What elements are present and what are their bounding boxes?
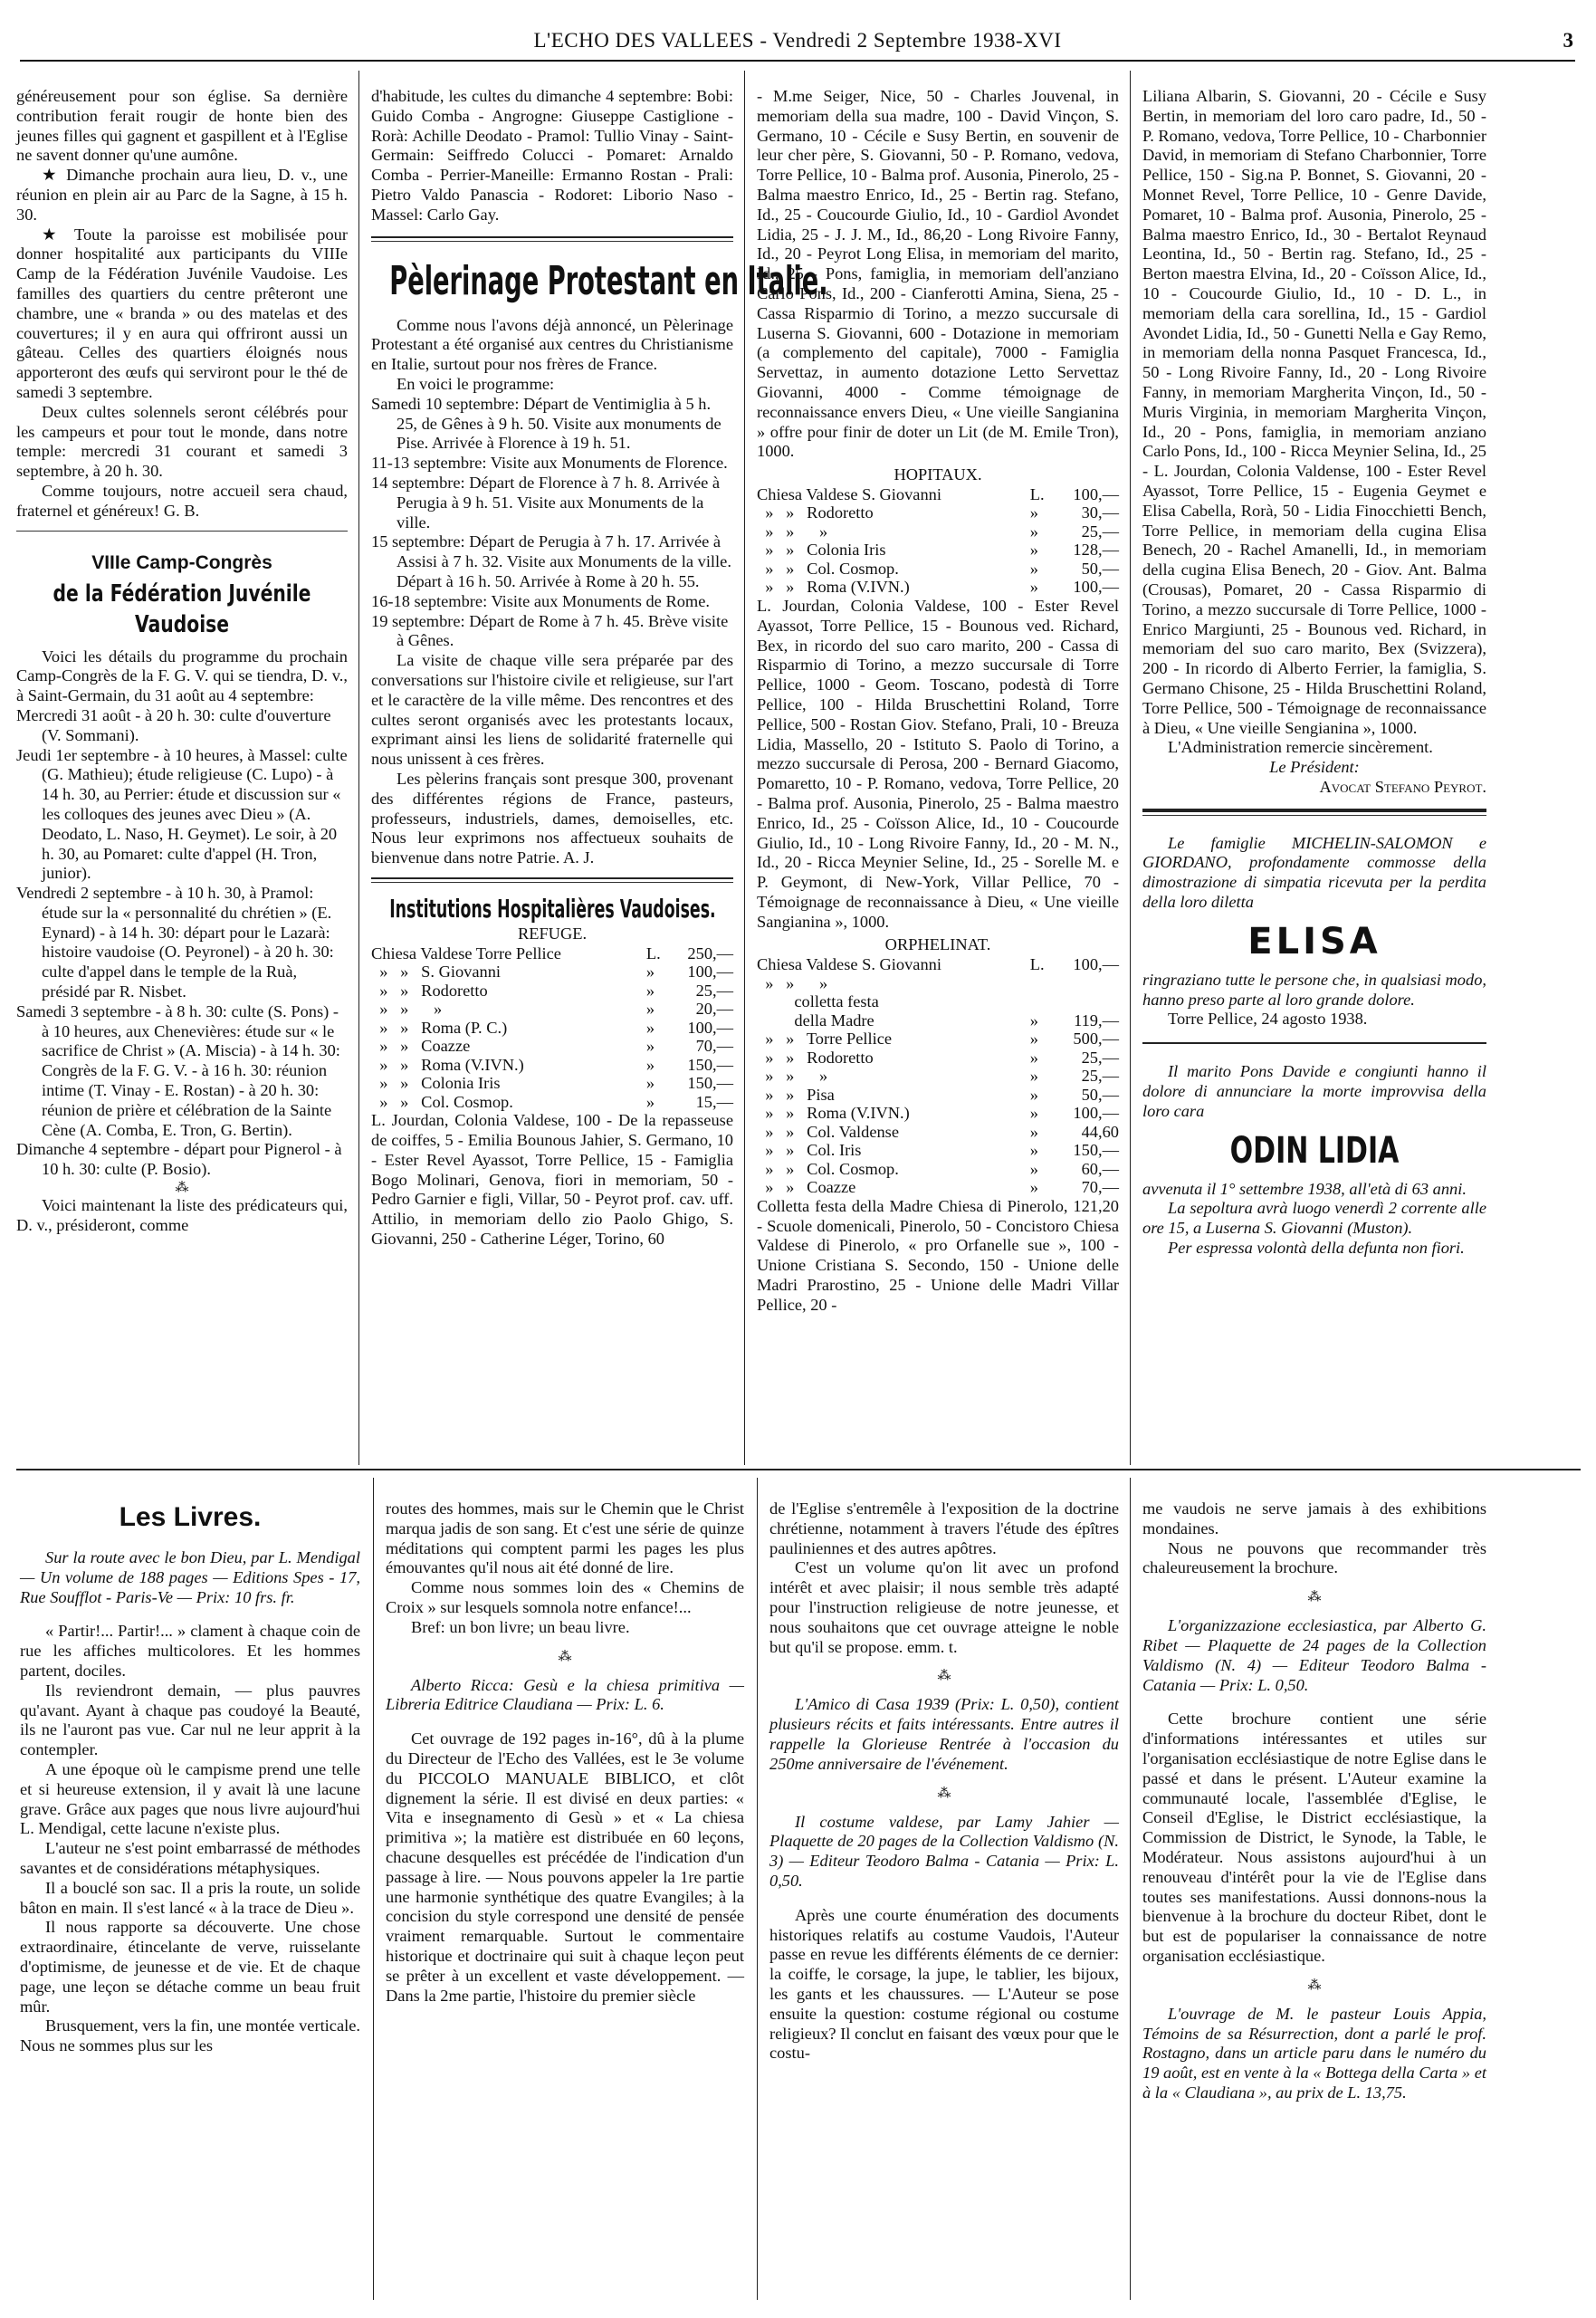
paragraph: ★ Toute la paroisse est mobilisée pour donner hospitalité aux participants du VIIIe Camp de la Fédération Juvénile Vaudoise. Les familles des quartiers du centre prêteront une chambre, une « branda » ou des matelas et des couvertures; il y en aura qui offriront aussi un gâteau. Celles des quartiers éloignés nous apporteront des œufs qui serviront pour le thé de samedi 3 septembre. — [16, 225, 348, 401]
paragraph: Il a bouclé son sac. Il a pris la route, un solide bâton en main. Il s'est lancé « à la trace de Dieu ». — [20, 1878, 360, 1917]
orphanage-heading: ORPHELINAT. — [884, 935, 991, 954]
ornament: ⁂ — [558, 1649, 572, 1664]
refuge-heading: REFUGE. — [517, 924, 588, 943]
column-rule — [757, 1478, 758, 2300]
paragraph: L. Jourdan, Colonia Valdese, 100 - De la repasseuse de coiffes, 5 - Emilia Bounous Jahier, S. Germano, 10 - Ester Revel Ayassot, Torre Pellice, 15 - Famiglia Bogo Molinari, Genova, fiori in memoriam, 50 - Pedro Garnier e figli, Villar, 50 - Peyrot prof. cav. uff. Attilio, in memoriam dello zio Paolo Ghigo, S. Giovanni, 250 - Catherine Léger, Torino, 60 — [371, 1111, 733, 1248]
page-number: 3 — [1563, 29, 1573, 52]
masthead-rule — [20, 60, 1575, 62]
program-item: Jeudi 1er septembre - à 10 heures, à Massel: culte (G. Mathieu); étude religieuse (C. Lupo) - à 14 h. 30, au Perrier: étude et discussion sur « les colloques des jeunes avec Dieu » (A. Deodato, L. Naso, H. Geymet). Le soir, à 20 h. 30, au Pomaret: culte d'appel (H. Tron, junior). — [16, 745, 348, 883]
orphanage-table — [757, 955, 1119, 1197]
announcement-place: Torre Pellice, 24 agosto 1938. — [1168, 1010, 1368, 1029]
itinerary-item: 15 septembre: Départ de Perugia à 7 h. 17. Arrivée à Assisi à 7 h. 32. Visite aux Monuments de la ville. Départ à 16 h. 50. Arrivée à Rome à 20 h. 55. — [371, 532, 731, 590]
section-rule — [16, 1469, 1581, 1470]
table-row: » » Col. Cosmop. » 15,— — [371, 1092, 733, 1111]
hospitals-heading: HOPITAUX. — [894, 465, 982, 484]
paragraph: routes des hommes, mais sur le Chemin que le Christ marqua jadis de son sang. Et c'est une série de quinze méditations qui comptent parmi les pages les plus émouvantes qu'il nous ait été donné de lire. — [386, 1499, 744, 1577]
divider — [1142, 809, 1486, 812]
table-row: » » » » 20,— — [371, 1000, 733, 1019]
paragraph: Brusquement, vers la fin, une montée verticale. Nous ne sommes plus sur les — [20, 2016, 360, 2055]
book-reference: Il costume valdese, par Lamy Jahier — Plaquette de 20 pages de la Collection Valdismo (N. 3) — Editeur Teodoro Balma - Catania — Prix: L. 0,50. — [769, 1812, 1119, 1890]
book-reference: Alberto Ricca: Gesù e la chiesa primitiva — Libreria Editrice Claudiana — Prix: L. 6. — [386, 1675, 744, 1714]
divider — [1142, 815, 1486, 816]
paragraph: L'Administration remercie sincèrement. — [1168, 738, 1433, 757]
pilgrimage-heading: Pèlerinage Protestant en Italie. — [389, 257, 828, 304]
divider — [371, 877, 733, 879]
paragraph: « Partir!... Partir!... » clament à chaque coin de rue les affiches multicolores. Et les hommes partent, dociles. — [20, 1622, 360, 1680]
table-row: » » Coazze » 70,— — [371, 1037, 733, 1056]
table-row: » » Torre Pellice » 500,— — [757, 1030, 1119, 1049]
announcement-name: ODIN LIDIA — [1229, 1129, 1400, 1172]
divider — [371, 241, 733, 242]
table-row: » » Roma (P. C.) » 100,— — [371, 1018, 733, 1037]
program-item: Mercredi 31 août - à 20 h. 30: culte d'ouverture (V. Sommani). — [16, 705, 331, 744]
paragraph: Ils reviendront demain, — plus pauvres qu'avant. Ayant à chaque pas coudoyé la Beauté, ils ne l'auront pas vue. Car nul ne leur apprit à la contempler. — [20, 1681, 360, 1759]
masthead-bar — [20, 27, 1575, 60]
table-row: » » » » 25,— — [757, 1067, 1119, 1086]
paragraph: A une époque où le campisme prend une telle et si heureuse extension, il y avait là une lacune grave. Grâce aux pages que nous livre aujourd'hui L. Mendigal, cette lacune n'existe plus. — [20, 1759, 360, 1838]
signature-name: Avocat Stefano Peyrot. — [1319, 777, 1486, 796]
paragraph: Il nous rapporte sa découverte. Une chose extraordinaire, étincelante de verve, ruisselante d'optimisme, de jeunesse et de vie. Et de chaque page, une leçon se détache comme un beau fruit mûr. — [20, 1918, 360, 2016]
itinerary-item: 19 septembre: Départ de Rome à 7 h. 45. Brève visite à Gênes. — [371, 611, 729, 650]
table-row: della Madre » 119,— — [757, 1011, 1119, 1030]
paragraph: Comme nous l'avons déjà annoncé, un Pèlerinage Protestant a été organisé aux centres du Christianisme en Italie, surtout pour nos frères de France. — [371, 315, 733, 374]
announcement-text: La sepoltura avrà luogo venerdì 2 corrente alle ore 15, a Luserna S. Giovanni (Muston). — [1142, 1199, 1486, 1238]
paragraph: Colletta festa della Madre Chiesa di Pinerolo, 121,20 - Scuole domenicali, Pinerolo, 50 - Concistoro Chiesa Valdese di Pinerolo, « pro Orfanelle sue », 100 - Unione Cristiana S. Secondo, 150 - Unione delle Madri Prarostino, 25 - Unione delle Madri Villar Pellice, 20 - — [757, 1196, 1119, 1314]
books-column-1 — [20, 1485, 360, 2300]
paragraph: Bref: un bon livre; un beau livre. — [411, 1617, 630, 1636]
table-row: » » » » 25,— — [757, 522, 1119, 541]
refuge-table — [371, 944, 733, 1112]
column-1 — [16, 87, 348, 1463]
announcement-text: Il marito Pons Davide e congiunti hanno il dolore di annunciare la morte improvvisa della loro cara — [1142, 1062, 1486, 1120]
camp-heading: VIIIe Camp-Congrès — [91, 551, 272, 573]
institutions-heading: Institutions Hospitalières Vaudoises. — [389, 893, 716, 924]
column-rule — [1130, 1478, 1131, 2300]
ornament: ⁂ — [937, 1669, 951, 1684]
paragraph: d'habitude, les cultes du dimanche 4 septembre: Bobi: Guido Comba - Angrogne: Giuseppe Castiglione - Rorà: Achille Deodato - Pramol: Tullio Vinay - Saint-Germain: Seiffredo Colucci - Pomaret: Arnaldo Comba - Perrier-Maneille: Ermanno Rostan - Prali: Pietro Valdo Panascia - Rodoret: Liborio Naso - Massel: Carlo Gay. — [371, 87, 733, 224]
table-row: » » » — [757, 973, 828, 992]
announcement-text: Le famiglie MICHELIN-SALOMON e GIORDANO, profondamente commosse della dimostrazione di simpatia ricevuta per la perdita della loro diletta — [1142, 833, 1486, 912]
paragraph: Deux cultes solennels seront célébrés pour les campeurs et pour tout le monde, dans notre temple: mercredi 31 courant et samedi 3 septembre, à 20 h. 30. — [16, 402, 348, 481]
paragraph: Après une courte énumération des documents historiques relatifs au costume Vaudois, l'Auteur passe en revue les différents éléments de ce dernier: la coiffe, le corsage, la jupe, le tablier, les bijoux, les gants et les chaussures. — L'Auteur se pose ensuite la question: costume régional ou costume religieux? Il conclut en faisant des vœux pour que le costu- — [769, 1905, 1119, 2063]
paragraph: généreusement pour son église. Sa dernière contribution ferait rougir de honte bien des jeunes filles qui gagnent et gaspillent et à l'Eglise ne savent donner qu'une aumône. — [16, 87, 348, 165]
table-row: » » Col. Valdense » 44,60 — [757, 1122, 1119, 1141]
announcement-text: avvenuta il 1° settembre 1938, all'età di 63 anni. — [1142, 1179, 1467, 1198]
column-3 — [757, 87, 1119, 1463]
announcement-text: ringraziano tutte le persone che, in qualsiasi modo, hanno preso parte al loro grande dolore. — [1142, 970, 1486, 1009]
itinerary-item: 14 septembre: Départ de Florence à 7 h. 8. Arrivée à Perugia à 9 h. 51. Visite aux Monuments de la ville. — [371, 473, 721, 532]
table-row: » » Col. Iris » 150,— — [757, 1141, 1119, 1160]
paragraph: Cet ouvrage de 192 pages in-16°, dû à la plume du Directeur de l'Echo des Vallées, est le 3e volume du PICCOLO MANUALE BIBLICO, et clôt dignement la série. Il est divisé en deux parties: « Vita e insegnamento di Gesù » et « La chiesa primitiva »; la matière est distribuée en 60 leçons, chacune desquelles est précédée de l'indication d'un passage à lire. — Nous pouvons appeler la 1re partie une harmonie synthétique des quatre Evangiles; à la concision du style correspond une densité de pensée vraiment remarquable. Surtout le commentaire historique et doctrinaire qui suit à chaque leçon peut se prêter à un excellent et vaste développement. — Dans la 2me partie, l'histoire du premier siècle — [386, 1729, 744, 2005]
table-row: » » Rodoretto » 25,— — [757, 1048, 1119, 1067]
itinerary-item: 11-13 septembre: Visite aux Monuments de Florence. — [371, 454, 728, 473]
masthead-title: L'ECHO DES VALLEES - Vendredi 2 Septembre 1938-XVI — [533, 29, 1062, 52]
paragraph: L'ouvrage de M. le pasteur Louis Appia, Témoins de sa Résurrection, dont a parlé le prof. Rostagno, dans un article paru dans le numéro du 19 août, est en vente à la « Bottega della Carta » et à la « Claudiana », au prix de L. 13,75. — [1142, 2004, 1486, 2102]
paragraph: - M.me Seiger, Nice, 50 - Charles Jouvenal, in memoriam della sua madre, 100 - David Vinçon, S. Germano, 10 - Cécile e Susy Bertin, en souvenir de leur cher père, S. Giovanni, 50 - P. Romano, vedova, Torre Pellice, 10 - Balma prof. Ausonia, Pinerolo, 25 - Balma maestro Enrico, Id., 25 - Bertin rag. Stefano, Id., 25 - Coucourde Giulio, Id., 10 - Gardiol Avondet Lidia, 25 - J. J. M., Id., 86,20 - Long Rivoire Fanny, Id., 20 - Peyrot Long Elisa, in memoriam del marito, Id., 25 - Pons, famiglia, in memoriam dell'anziano Carlo Pons, Id., 200 - Cianferotti Amina, Siena, 25 - Cassa Risparmio di Torino, a mezzo succursale di Luserna S. Giovanni, 600 - Dotazione in memoriam (a complemento del capitale), 7000 - Famiglia Servettaz, in aumento dotazione Letto Servettaz Giovanni, 4000 - Comme témoignage de reconnaissance envers Dieu, « Une vieille Sangianina » offre pour finir de doter un Lit (de M. Emile Tron), 1000. — [757, 87, 1119, 461]
paragraph: L'auteur ne s'est point embarrassé de méthodes savantes et de considérations métaphysiques. — [20, 1839, 360, 1877]
table-row: » » Pisa » 50,— — [757, 1085, 1119, 1104]
paragraph: La visite de chaque ville sera préparée par des conversations sur l'histoire civile et religieuse, sur l'art et le caractère de la ville même. Des rencontres et des cultes seront organisés avec les protestants locaux, exprimant ainsi les liens de solidarité fraternelle qui nous unissent à ces frères. — [371, 651, 733, 769]
signature-title: Le Président: — [1269, 758, 1360, 777]
paragraph: Comme nous sommes loin des « Chemins de Croix » sur lesquels somnola notre enfance!... — [386, 1578, 744, 1616]
table-row: » » Rodoretto » 25,— — [371, 981, 733, 1000]
books-column-4 — [1142, 1499, 1486, 2300]
book-reference: L'Amico di Casa 1939 (Prix: L. 0,50), contient plusieurs récits et faits intéressants. Entre autres il rappelle la Glorieuse Rentrée à l'occasion du 250me anniversaire de l'événement. — [769, 1695, 1119, 1773]
program-item: Vendredi 2 septembre - à 10 h. 30, à Pramol: étude sur la « personnalité du chrétien » (E. Eynard) - à 14 h. 30: départ pour le Lazarà: histoire vaudoise (O. Peyronel) - à 20 h. 30: culte d'appel dans le temple de la Ruà, présidé par R. Nisbet. — [16, 884, 334, 1001]
book-reference: L'organizzazione ecclesiastica, par Alberto G. Ribet — Plaquette de 24 pages de la Collection Valdismo (N. 4) — Editeur Teodoro Balma - Catania — Prix: L. 0,50. — [1142, 1616, 1486, 1694]
column-4 — [1142, 87, 1486, 1463]
table-row: Chiesa Valdese S. Giovanni L. 100,— — [757, 484, 1119, 503]
table-row: colletta festa — [757, 992, 879, 1011]
paragraph: de l'Eglise s'entremêle à l'exposition de la doctrine chrétienne, notamment à travers l'étude des épîtres pauliniennes et des autres apôtres. — [769, 1499, 1119, 1557]
paragraph: Les pèlerins français sont presque 300, provenant des différentes régions de France, pasteurs, professeurs, industriels, dames, demoiselles, etc. Nous leur exprimons nos affectueux souhaits de bienvenue dans notre Patrie. A. J. — [371, 769, 733, 867]
table-row: Chiesa Valdese Torre Pellice L. 250,— — [371, 943, 733, 963]
itinerary-item: 16-18 septembre: Visite aux Monuments de Rome. — [371, 591, 710, 610]
table-row: » » Col. Cosmop. » 50,— — [757, 559, 1119, 578]
table-row: » » Roma (V.IVN.) » 150,— — [371, 1055, 733, 1074]
paragraph: ★ Dimanche prochain aura lieu, D. v., une réunion en plein air au Parc de la Sagne, à 15 h. 30. — [16, 166, 348, 224]
announcement-text: Per espressa volontà della defunta non fiori. — [1168, 1239, 1465, 1258]
table-row: » » Coazze » 70,— — [757, 1178, 1119, 1197]
program-item: Dimanche 4 septembre - départ pour Pignerol - à 10 h. 30: culte (P. Bosio). — [16, 1140, 342, 1179]
table-row: Chiesa Valdese S. Giovanni L. 100,— — [757, 955, 1119, 974]
table-row: » » S. Giovanni » 100,— — [371, 963, 733, 982]
books-column-2 — [386, 1499, 744, 2300]
paragraph: Liliana Albarin, S. Giovanni, 20 - Cécile e Susy Bertin, in memoriam del loro caro padre, Id., 50 - P. Romano, vedova, Torre Pellice, 10 - Charbonnier David, in memoriam di Stefano Charbonnier, Torre Pellice, 150 - Sig.na P. Bonnet, S. Giovanni, 20 - Monnet Revel, Torre Pellice, 10 - Genre Davide, Pomaret, 10 - Balma prof. Ausonia, Pinerolo, 25 - Balma maestro Enrico, Id., 30 - Bertalot Reynaud Leontina, Id., 50 - Bertin rag. Stefano, Id., 25 - Berton maestra Elvina, Id., 20 - Coïsson Alice, Id., 10 - Coucourde Giulio, Id., 10 - D. L., in memoriam della cara sorellina, Id., 15 - Gardiol Avondet Lidia, Id., 50 - Gunetti Nella e Gay Remo, in memoriam della nonna Pasquet Francesca, Id., 50 - Long Rivoire Fanny, Id., 20 - Long Rivoire Fanny, in memoriam Margherita Vinçon, Id., 50 - Muris Virginia, in memoriam Margherita Vinçon, Id., 20 - Pons, famiglia, in memoriam anziano Carlo Pons, Id., 100 - Ricca Meynier Selina, Id., 25 - L. Jourdan, Colonia Valdense, 100 - Ester Revel Ayassot, Torre Pellice, 15 - Eugenia Geymet e Elisa Cabella, Rorà, 50 - Lidia Finocchietti Bench, Torre Pellice, in memoriam della cugina Elisa Benech, 20 - Rachel Amanelli, Id., in memoriam della cugina Elisa Benech, 20 - Giov. Ant. Balma (Crousas), Pomaret, 20 - Cassa Risparmio di Torino, a mezzo succursale di Torre Pellice, 1000 - Enrico Margiunti, 25 - Bounous ved. Richard, in memoriam del suo caro marito, Bex (Svizzera), 200 - In ricordo di Alberto Ferrier, la famiglia, S. Germano Chisone, 25 - Hilda Bruschettini Roland, Torre Pellice, 500 - Témoignage de reconnaissance à Dieu, « Une vieille Sengianina », 1000. — [1142, 87, 1486, 737]
column-rule — [358, 71, 359, 1465]
book-reference: Sur la route avec le bon Dieu, par L. Mendigal — Un volume de 188 pages — Editions Spes - 17, Rue Soufflot - Paris-Ve — Prix: 10 frs. fr. — [20, 1548, 360, 1606]
divider — [371, 236, 733, 238]
divider — [371, 882, 733, 883]
divider — [1142, 1042, 1486, 1044]
column-rule — [373, 1478, 374, 2300]
paragraph: C'est un volume qu'on lit avec un profond intérêt et avec plaisir; il nous semble très adapté pour l'instruction religieuse de notre jeunesse, et nous souhaitons que cet ouvrage atteigne le noble but qu'il se propose. emm. t. — [769, 1558, 1119, 1656]
ornament: ⁂ — [1307, 1978, 1322, 1993]
paragraph: me vaudois ne serve jamais à des exhibitions mondaines. — [1142, 1499, 1486, 1537]
paragraph: Voici maintenant la liste des prédicateurs qui, D. v., présideront, comme — [16, 1196, 348, 1234]
table-row: » » Roma (V.IVN.) » 100,— — [757, 578, 1119, 597]
paragraph: Nous ne pouvons que recommander très chaleureusement la brochure. — [1142, 1538, 1486, 1577]
itinerary-item: Samedi 10 septembre: Départ de Ventimiglia à 5 h. 25, de Gênes à 9 h. 50. Visite aux monuments de Pise. Arrivée à Florence à 19 h. 51. — [371, 394, 722, 453]
table-row: » » Rodoretto » 30,— — [757, 503, 1119, 522]
announcement-name: ELISA — [1247, 920, 1381, 963]
books-column-3 — [769, 1499, 1119, 2300]
paragraph: L. Jourdan, Colonia Valdese, 100 - Ester Revel Ayassot, Torre Pellice, 15 - Bounous ved. Richard, Bex, in ricordo del suo caro marito, 200 - Cassa di Risparmio di Torino, a mezzo succursale di Torre Pellice, 1000 - Geom. Toscano, podestà di Torre Pellice, 100 - Hilda Bruschettini Roland, Torre Pellice, 500 - Rostan Giov. Stefano, Prali, 10 - Breuza Lidia, Massello, 20 - Istituto S. Paolo di Torino, a mezzo succursale di Perosa, 200 - Bernard Giacomo, Pomaretto, 10 - P. Romano, vedova, Torre Pellice, 20 - Balma prof. Ausonia, Pinerolo, 25 - Balma maestro Enrico, Id., 25 - Coïsson Alice, Id., 10 - Coucourde Giulio, Id., 10 - Long Rivoire Fanny, Id., 20 - M. N., Id., 20 - Ricca Meynier Seline, Id., 25 - Sorelle M. e P. Geymont, di New-York, Villar Pellice, 70 - Témoignage de reconnaissance à Dieu, « Une vieille Sangianina », 1000. — [757, 596, 1119, 931]
paragraph: Cette brochure contient une série d'informations intéressantes et utiles sur l'organisation ecclésiastique de notre Eglise dans le passé et dans le présent. L'Auteur examine la communauté locale, l'assemblée d'Eglise, le Conseil d'Eglise, le District ecclésiastique, la Commission de District, le Synode, la Table, le Modérateur. Nous assistons aujourd'hui à un renouveau d'intérêt pour la vie de l'Eglise dans toutes ses manifestations. Aussi donnons-nous la bienvenue à la brochure du docteur Ribet, dont le but est de populariser la connaissance de notre organisation ecclésiastique. — [1142, 1710, 1486, 1965]
paragraph: Voici les détails du programme du prochain Camp-Congrès de la F. G. V. qui se tiendra, D. v., à Saint-Germain, du 31 août au 4 septembre: — [16, 647, 348, 705]
ornament: ⁂ — [175, 1181, 189, 1196]
program-item: Samedi 3 septembre - à 8 h. 30: culte (S. Pons) - à 10 heures, aux Chenevières: étude sur « le sacrifice de Christ » (A. Miscia) - à 14 h. 30: Congrès de la F. G. V. - à 16 h. 30: réunion intime (T. Vinay - E. Rostan) - à 20 h. 30: réunion de prière et célébration de la Sainte Cène (A. Comba, E. Tron, G. Bertin). — [16, 1001, 340, 1139]
paragraph: En voici le programme: — [397, 374, 555, 393]
table-row: » » Colonia Iris » 128,— — [757, 541, 1119, 560]
books-heading: Les Livres. — [119, 1502, 262, 1532]
paragraph: Comme toujours, notre accueil sera chaud, fraternel et généreux! G. B. — [16, 481, 348, 520]
ornament: ⁂ — [1307, 1590, 1322, 1605]
hospitals-table — [757, 485, 1119, 597]
ornament: ⁂ — [937, 1786, 951, 1801]
camp-subheading: de la Fédération Juvénile Vaudoise — [53, 580, 311, 638]
table-row: » » Colonia Iris » 150,— — [371, 1074, 733, 1093]
column-rule — [1130, 71, 1131, 1465]
divider — [16, 531, 348, 532]
table-row: » » Roma (V.IVN.) » 100,— — [757, 1104, 1119, 1123]
table-row: » » Col. Cosmop. » 60,— — [757, 1159, 1119, 1178]
